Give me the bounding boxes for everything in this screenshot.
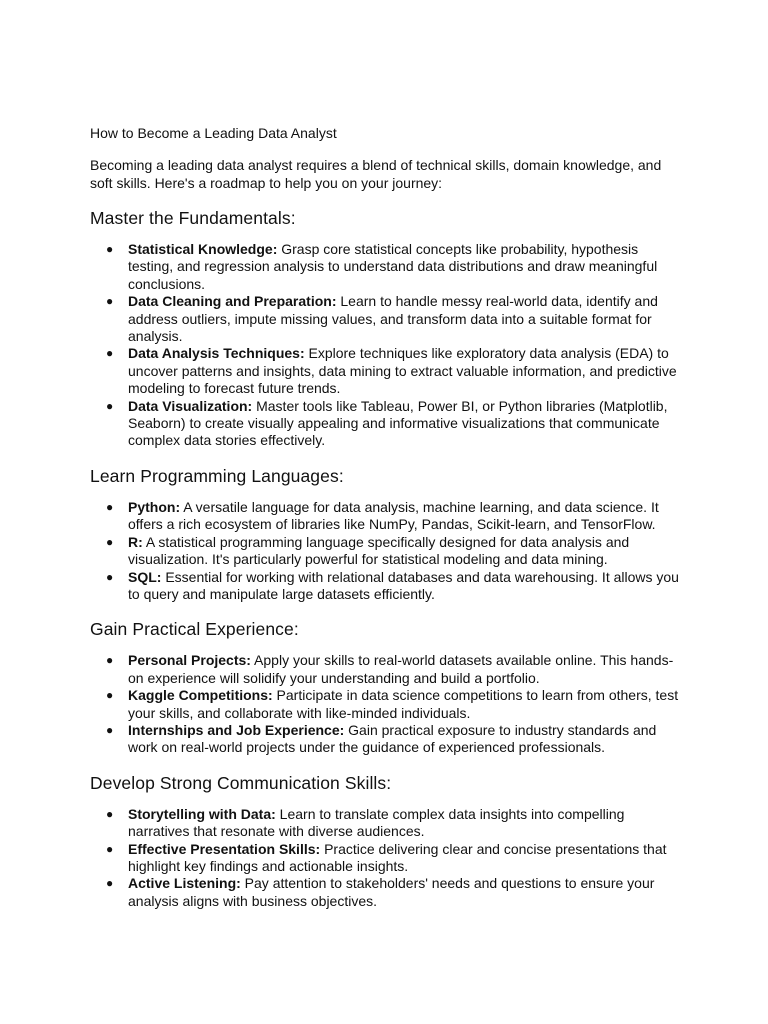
item-text: A statistical programming language specifically designed for data analysis and visualization. It's particularly powerful for statistical modeling and data mining. <box>128 533 630 568</box>
item-text: Learn to handle messy real-world data, identify and address outliers, impute missing values, and transform data into a suitable format for analysis. <box>128 293 658 345</box>
item-text: A versatile language for data analysis, machine learning, and data science. It offers a rich ecosystem of libraries like NumPy, Pandas, Scikit-learn, and TensorFlow. <box>128 498 659 533</box>
list-item <box>90 569 686 604</box>
item-text: Pay attention to stakeholders' needs and questions to ensure your analysis aligns with business objectives. <box>128 875 655 909</box>
bullet-icon: ● <box>106 806 114 821</box>
bullet-icon: ● <box>106 294 114 309</box>
list-item <box>90 534 686 569</box>
list-item <box>90 652 686 687</box>
item-text: Explore techniques like exploratory data analysis (EDA) to uncover patterns and insights, data mining to extract valuable information, and predictive modeling to forecast future trends. <box>128 345 677 397</box>
section-programming <box>90 465 686 603</box>
item-text: Learn to translate complex data insights into compelling narratives that resonate with diverse audiences. <box>128 805 625 840</box>
list-item <box>90 398 686 450</box>
list-item <box>90 722 686 757</box>
item-label: R: <box>128 533 143 550</box>
bullet-list <box>90 652 686 756</box>
section-practical-experience <box>90 618 686 756</box>
bullet-icon: ● <box>106 876 114 891</box>
list-item <box>90 499 686 534</box>
item-label: Active Listening: <box>128 875 241 892</box>
item-label: Data Cleaning and Preparation: <box>128 293 337 310</box>
bullet-icon: ● <box>106 722 114 737</box>
item-label: Kaggle Competitions: <box>128 687 273 704</box>
item-label: Data Analysis Techniques: <box>128 345 305 362</box>
bullet-icon: ● <box>106 346 114 361</box>
item-label: Python: <box>128 498 181 515</box>
bullet-icon: ● <box>106 242 114 256</box>
item-label: Personal Projects: <box>128 652 251 669</box>
item-text: Practice delivering clear and concise presentations that highlight key findings and actionable insights. <box>128 840 667 874</box>
bullet-icon: ● <box>106 653 114 668</box>
list-item <box>90 345 686 397</box>
section-heading: Learn Programming Languages: <box>90 465 344 486</box>
section-heading: Master the Fundamentals: <box>90 208 296 228</box>
bullet-list <box>90 499 686 603</box>
bullet-icon: ● <box>106 688 114 703</box>
list-item <box>90 687 686 722</box>
bullet-list <box>90 806 686 910</box>
list-item <box>90 841 686 876</box>
item-text: Gain practical exposure to industry standards and work on real-world projects under the guidance of experienced professionals. <box>128 721 657 756</box>
section-fundamentals <box>90 207 686 450</box>
list-item <box>90 293 686 345</box>
item-label: Statistical Knowledge: <box>128 241 278 257</box>
item-text: Apply your skills to real-world datasets available online. This hands-on experience will solidify your understanding and build a portfolio. <box>128 652 674 686</box>
item-text: Master tools like Tableau, Power BI, or Python libraries (Matplotlib, Seaborn) to create visually appealing and informative visualizations that communicate complex data stories effectively. <box>128 397 668 449</box>
item-label: Data Visualization: <box>128 397 253 414</box>
section-communication <box>90 772 686 910</box>
list-item <box>90 875 686 910</box>
bullet-icon: ● <box>106 534 114 549</box>
intro-paragraph: Becoming a leading data analyst requires a blend of technical skills, domain knowledge, and soft skills. Here's a roadmap to help you on your journey: <box>90 157 662 191</box>
section-heading: Gain Practical Experience: <box>90 619 299 640</box>
item-text: Participate in data science competitions to learn from others, test your skills, and collaborate with like-minded individuals. <box>128 687 679 721</box>
document-page <box>90 125 686 910</box>
list-item <box>90 806 686 841</box>
bullet-icon: ● <box>106 499 114 514</box>
item-text: Grasp core statistical concepts like probability, hypothesis testing, and regression analysis to understand data distributions and draw meaningful conclusions. <box>128 241 658 292</box>
bullet-icon: ● <box>106 398 114 413</box>
item-text: Essential for working with relational databases and data warehousing. It allows you to query and manipulate large datasets efficiently. <box>128 568 679 602</box>
list-item <box>90 241 686 293</box>
document-title: How to Become a Leading Data Analyst <box>90 125 337 141</box>
bullet-list <box>90 241 686 450</box>
item-label: SQL: <box>128 568 162 585</box>
section-heading: Develop Strong Communication Skills: <box>90 772 392 793</box>
item-label: Storytelling with Data: <box>128 805 276 822</box>
bullet-icon: ● <box>106 569 114 584</box>
item-label: Internships and Job Experience: <box>128 721 345 738</box>
item-label: Effective Presentation Skills: <box>128 840 321 857</box>
bullet-icon: ● <box>106 841 114 856</box>
